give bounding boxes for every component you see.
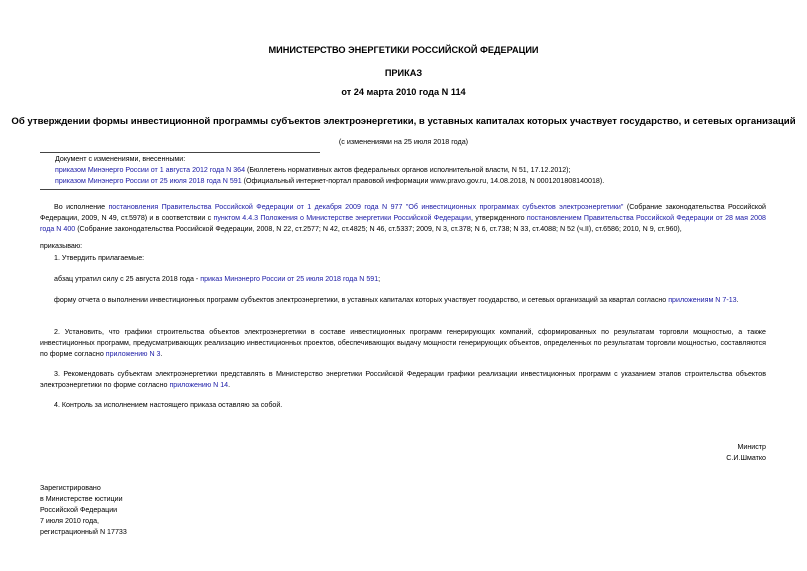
changes-note: (с изменениями на 25 июля 2018 года) (338, 137, 469, 146)
amendment-source: (Официальный интернет-портал правовой информации www.pravo.gov.ru, 14.08.2018, N 0001201808140018). (241, 177, 605, 185)
amendment-item (55, 176, 604, 187)
appendix-3-link[interactable]: приложению N 3 (105, 350, 161, 359)
doc-type-heading: ПРИКАЗ (384, 68, 423, 78)
decree-400-link[interactable]: постановлением Правительства Российской Федерации от 28 мая 2008 года N 400 (40, 214, 767, 234)
registration-line: Российской Федерации (40, 506, 118, 514)
registration-line: регистрационный N 17733 (40, 528, 127, 536)
item-3-paragraph: 3. Рекомендовать субъектам электроэнергетики представлять в Министерство энергетики Российской Федерации графики реализации инвестиционных программ с указанием этапов строительства объектов электроэнергетики по форме согласно приложению N 14. (40, 370, 766, 390)
doc-date-number: от 24 марта 2010 года N 114 (341, 87, 466, 97)
regulation-link[interactable]: пунктом 4.4.3 Положения о Министерстве энергетики Российской Федерации (213, 214, 471, 223)
appendix-14-link[interactable]: приложению N 14 (169, 381, 229, 390)
amendments-heading: Документ с изменениями, внесенными: (55, 155, 186, 163)
signature-position: Министр (737, 443, 766, 451)
divider-top (40, 152, 320, 153)
item-4-text: 4. Контроль за исполнением настоящего приказа оставляю за собой. (54, 401, 283, 409)
item-2-paragraph: 2. Установить, что графики строительства объектов электроэнергетики в составе инвестиционных программ генерирующих компаний, сформированных по результатам торговли мощностью, а также инвестиционных программ, предусматривающих реализацию инвестиционных проектов, обеспечивающих выдачу мощности генерирующих объектов, определенных по результатам торговли мощностью, составляются по форме согласно приложению N 3. (40, 328, 766, 359)
prikazyvayu-text: приказываю: (40, 242, 83, 250)
item-1-sub-2: форму отчета о выполнении инвестиционных программ субъектов электроэнергетики, в уставных капиталах которых участвует государство, и сетевых организаций за квартал согласно приложениям N 7-13. (54, 296, 739, 304)
item-1-sub-1: абзац утратил силу с 25 августа 2018 года - приказ Минэнерго России от 25 июля 2018 года N 591; (54, 275, 381, 283)
amendment-link[interactable]: приказом Минэнерго России от 25 июля 2018 года N 591 (55, 177, 242, 185)
order-591-link[interactable]: приказ Минэнерго России от 25 июля 2018 года N 591 (200, 275, 379, 283)
amendment-source: (Бюллетень нормативных актов федеральных органов исполнительной власти, N 51, 17.12.2012); (245, 166, 571, 174)
registration-line: Зарегистрировано (40, 484, 101, 492)
item-1-text: 1. Утвердить прилагаемые: (54, 254, 145, 262)
amendment-link[interactable]: приказом Минэнерго России от 1 августа 2012 года N 364 (55, 166, 246, 174)
preamble-paragraph: Во исполнение постановления Правительства Российской Федерации от 1 декабря 2009 года N 977 "Об инвестиционных программах субъектов электроэнергетики" (Собрание законодательства Российской Федерации, 2009, N 49, ст.5978) и в соответствии с пунктом 4.4.3 Положения о Министерстве энергетики Российской Федерации, утвержденного постановлением Правительства Российской Федерации от 28 мая 2008 года N 400 (Собрание законодательства Российской Федерации, 2008, N 22, ст.2577; N 42, ст.4825; N 46, ст.5337; 2009, N 3, ст.378; N 6, ст.738; N 33, ст.4088; N 52 (ч.II), ст.6586; 2010, N 9, ст.960), (40, 203, 767, 234)
registration-line: в Министерстве юстиции (40, 495, 123, 503)
document-title: Об утверждении формы инвестиционной программы субъектов электроэнергетики, в уставных капиталах которых участвует государство, и сетевых организаций (11, 116, 796, 127)
signature-name: С.И.Шматко (726, 454, 766, 462)
decree-977-link[interactable]: постановления Правительства Российской Федерации от 1 декабря 2009 года N 977 "Об инвестиционных программах субъектов электроэнергетики" (108, 203, 624, 211)
registration-line: 7 июля 2010 года, (40, 517, 100, 525)
divider-bottom (40, 189, 320, 190)
ministry-heading: МИНИСТЕРСТВО ЭНЕРГЕТИКИ РОССИЙСКОЙ ФЕДЕРАЦИИ (268, 45, 539, 55)
amendment-item (55, 165, 571, 176)
appendix-7-13-link[interactable]: приложениям N 7-13 (668, 296, 737, 304)
